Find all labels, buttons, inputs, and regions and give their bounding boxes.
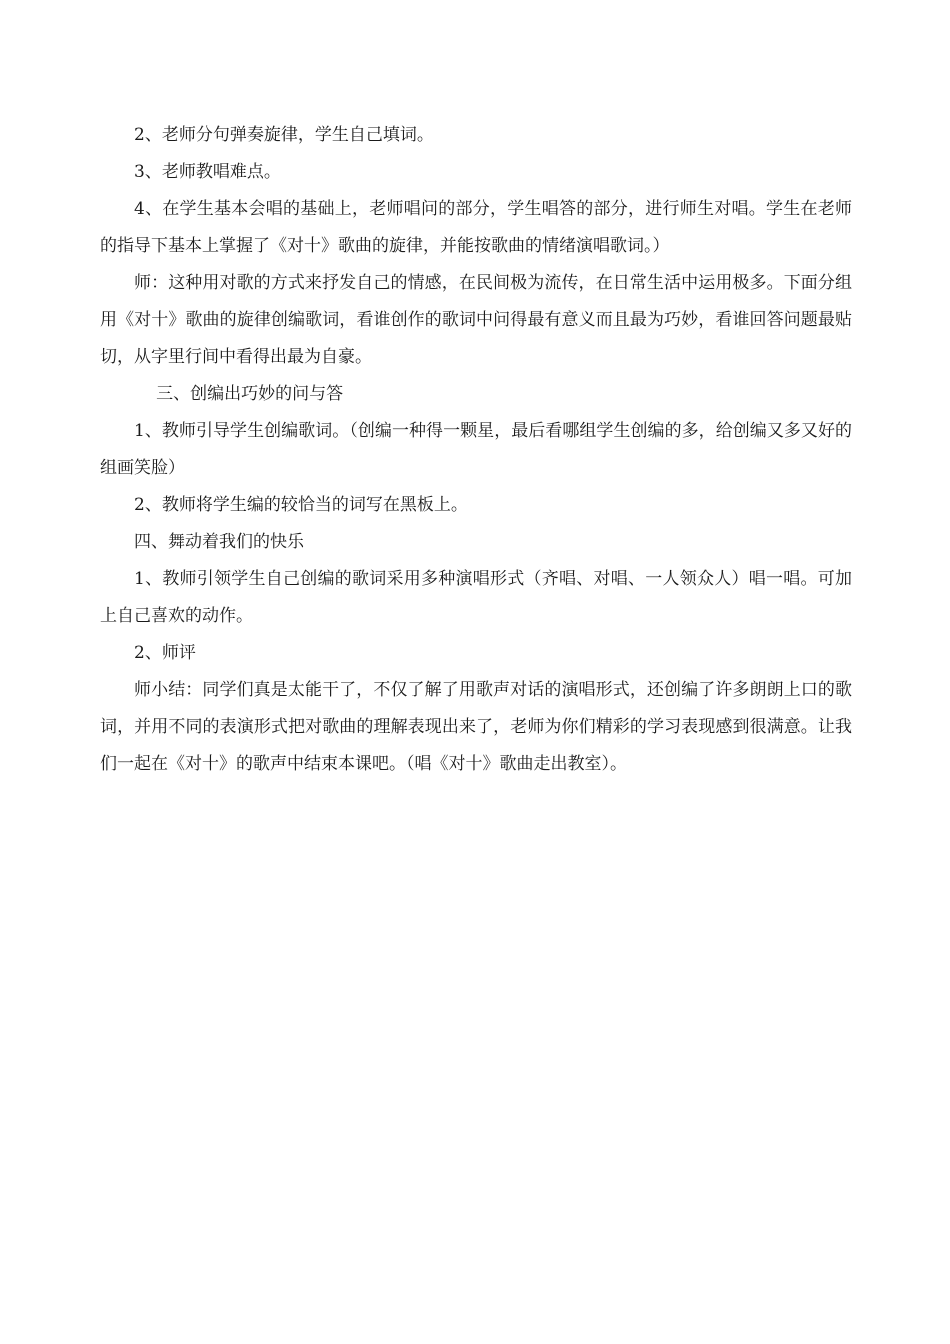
paragraph-step-3: 3、老师教唱难点。 xyxy=(134,162,281,182)
paragraph-create-1: 1、教师引导学生创编歌词。（创编一种得一颗星，最后看哪组学生创编的多，给创编又多又好的组画笑脸） xyxy=(100,421,852,478)
paragraph-step-4: 4、在学生基本会唱的基础上，老师唱问的部分，学生唱答的部分，进行师生对唱。学生在老师的指导下基本上掌握了《对十》歌曲的旋律，并能按歌曲的情绪演唱歌词。） xyxy=(100,199,852,256)
section-heading-4: 四、舞动着我们的快乐 xyxy=(134,532,304,552)
section-heading-3: 三、创编出巧妙的问与答 xyxy=(156,384,344,404)
paragraph-summary: 师小结：同学们真是太能干了，不仅了解了用歌声对话的演唱形式，还创编了许多朗朗上口的歌词，并用不同的表演形式把对歌曲的理解表现出来了，老师为你们精彩的学习表现感到很满意。让我们一起在《对十》的歌声中结束本课吧。（唱《对十》歌曲走出教室）。 xyxy=(100,680,852,774)
paragraph-create-2: 2、教师将学生编的较恰当的词写在黑板上。 xyxy=(134,495,468,515)
paragraph-step-2: 2、老师分句弹奏旋律，学生自己填词。 xyxy=(134,125,434,145)
paragraph-dance-1: 1、教师引领学生自己创编的歌词采用多种演唱形式（齐唱、对唱、一人领众人）唱一唱。可加上自己喜欢的动作。 xyxy=(100,569,852,626)
paragraph-dance-2: 2、师评 xyxy=(134,643,196,663)
paragraph-teacher-intro: 师：这种用对歌的方式来抒发自己的情感，在民间极为流传，在日常生活中运用极多。下面分组用《对十》歌曲的旋律创编歌词，看谁创作的歌词中问得最有意义而且最为巧妙，看谁回答问题最贴切，从字里行间中看得出最为自豪。 xyxy=(100,273,852,367)
document-page xyxy=(100,117,852,783)
